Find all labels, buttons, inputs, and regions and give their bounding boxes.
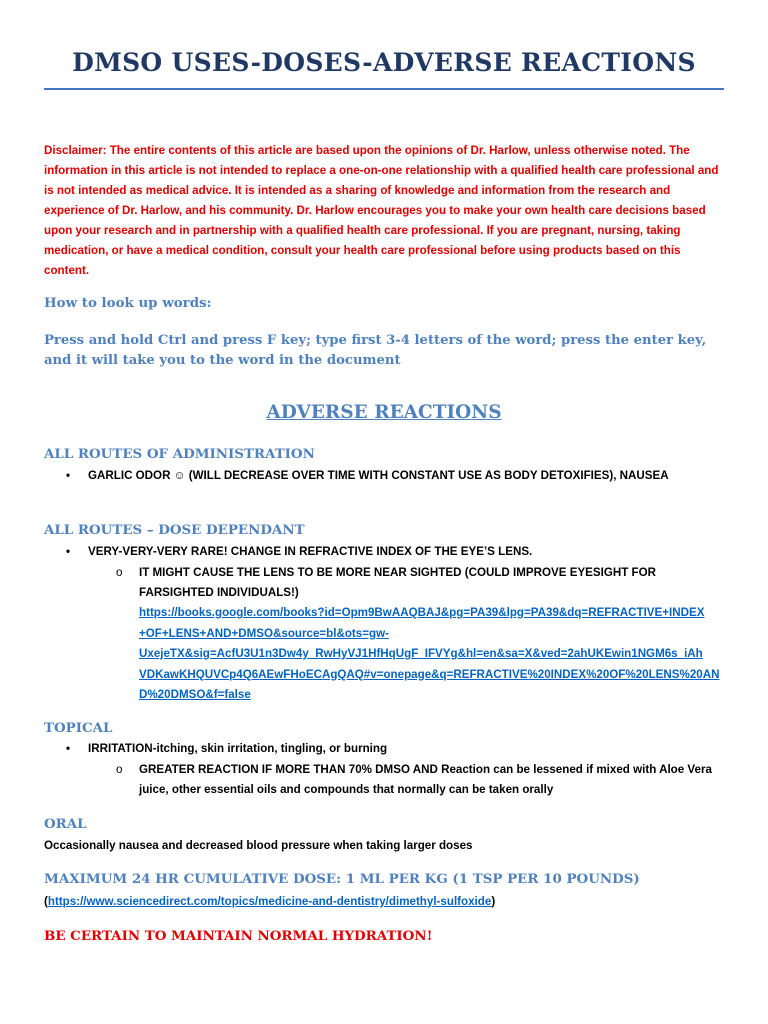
sub-list-item [116,563,729,603]
section-heading-oral: ORAL [44,816,87,832]
disclaimer-text: Disclaimer: The entire contents of this article are based upon the opinions of Dr. Harlow, unless otherwise noted. The information in this article is not intended to replace a one-on-one relationship with a qualified health care professional and is not intended as medical advice. It is intended as a sharing of knowledge and information from the research and experience of Dr. Harlow, and his community. Dr. Harlow encourages you to make your own health care decisions based upon your research and in partnership with a qualified health care professional. If you are pregnant, nursing, taking medication, or have a medical condition, consult your health care professional before using products based on this content. [44,144,719,277]
sciencedirect-link[interactable]: https://www.sciencedirect.com/topics/medicine-and-dentistry/dimethyl-sulfoxide [47,895,492,908]
lookup-heading: How to look up words: [44,295,212,311]
link-line[interactable]: https://books.google.com/books?id=Opm9BwAAQBAJ&pg=PA39&lpg=PA39&dq=REFRACTIVE+INDEX [139,606,705,619]
list-item [66,739,726,759]
bullet-text: IRRITATION-itching, skin irritation, tingling, or burning [88,742,388,755]
link-line[interactable]: +OF+LENS+AND+DMSO&source=bl&ots=gw- [139,626,389,640]
bullet-marker: • [66,545,71,558]
link-line[interactable]: UxejeTX&sig=AcfU3U1n3Dw4y_RwHyVJ1HfHqUgF_IFVYg&hl=en&sa=X&ved=2ahUKEwin1NGM6s_iAh [139,647,703,660]
sub-bullet-marker: o [116,763,123,776]
section-heading-topical: TOPICAL [44,720,113,736]
reference-line [44,892,495,913]
list-item [66,466,726,486]
bullet-text: GARLIC ODOR ☺ (WILL DECREASE OVER TIME WITH CONSTANT USE AS BODY DETOXIFIES), NAUSEA [88,469,669,482]
reference-paren-open: ( [44,895,48,908]
page-title: DMSO USES-DOSES-ADVERSE REACTIONS [72,48,696,77]
oral-text: Occasionally nausea and decreased blood pressure when taking larger doses [44,839,473,852]
sub-bullet-text: GREATER REACTION IF MORE THAN 70% DMSO AND Reaction can be lessened if mixed with Aloe Vera juice, other essential oils and compounds that normally can be taken orally [139,763,712,796]
sub-list-item [116,760,731,800]
list-item [66,542,726,562]
section-heading-dose-dependant: ALL ROUTES – DOSE DEPENDANT [44,522,305,538]
bullet-text: VERY-VERY-VERY RARE! CHANGE IN REFRACTIVE INDEX OF THE EYE’S LENS. [88,545,533,558]
link-line[interactable]: VDKawKHQUVCp4Q6AEwFHoECAgQAQ#v=onepage&q=REFRACTIVE%20INDEX%20OF%20LENS%20AN [139,667,720,681]
section-heading-all-routes: ALL ROUTES OF ADMINISTRATION [44,446,315,462]
bullet-marker: • [66,742,71,755]
google-books-link[interactable] [139,603,739,706]
hydration-warning: BE CERTAIN TO MAINTAIN NORMAL HYDRATION! [44,928,433,944]
link-line[interactable]: D%20DMSO&f=false [139,688,251,701]
sub-bullet-marker: o [116,566,123,579]
lookup-instructions: Press and hold Ctrl and press F key; type first 3-4 letters of the word; press the enter key, and it will take you to the word in the document [44,333,707,368]
sub-bullet-text: IT MIGHT CAUSE THE LENS TO BE MORE NEAR SIGHTED (COULD IMPROVE EYESIGHT FOR FARSIGHTED INDIVIDUALS!) [139,566,657,599]
adverse-reactions-heading: ADVERSE REACTIONS [266,402,502,423]
max-dose-heading: MAXIMUM 24 HR CUMULATIVE DOSE: 1 ML PER KG (1 TSP PER 10 POUNDS) [44,871,640,887]
reference-paren-close: ) [491,895,496,908]
title-underline-rule [44,88,724,90]
bullet-marker: • [66,469,71,482]
